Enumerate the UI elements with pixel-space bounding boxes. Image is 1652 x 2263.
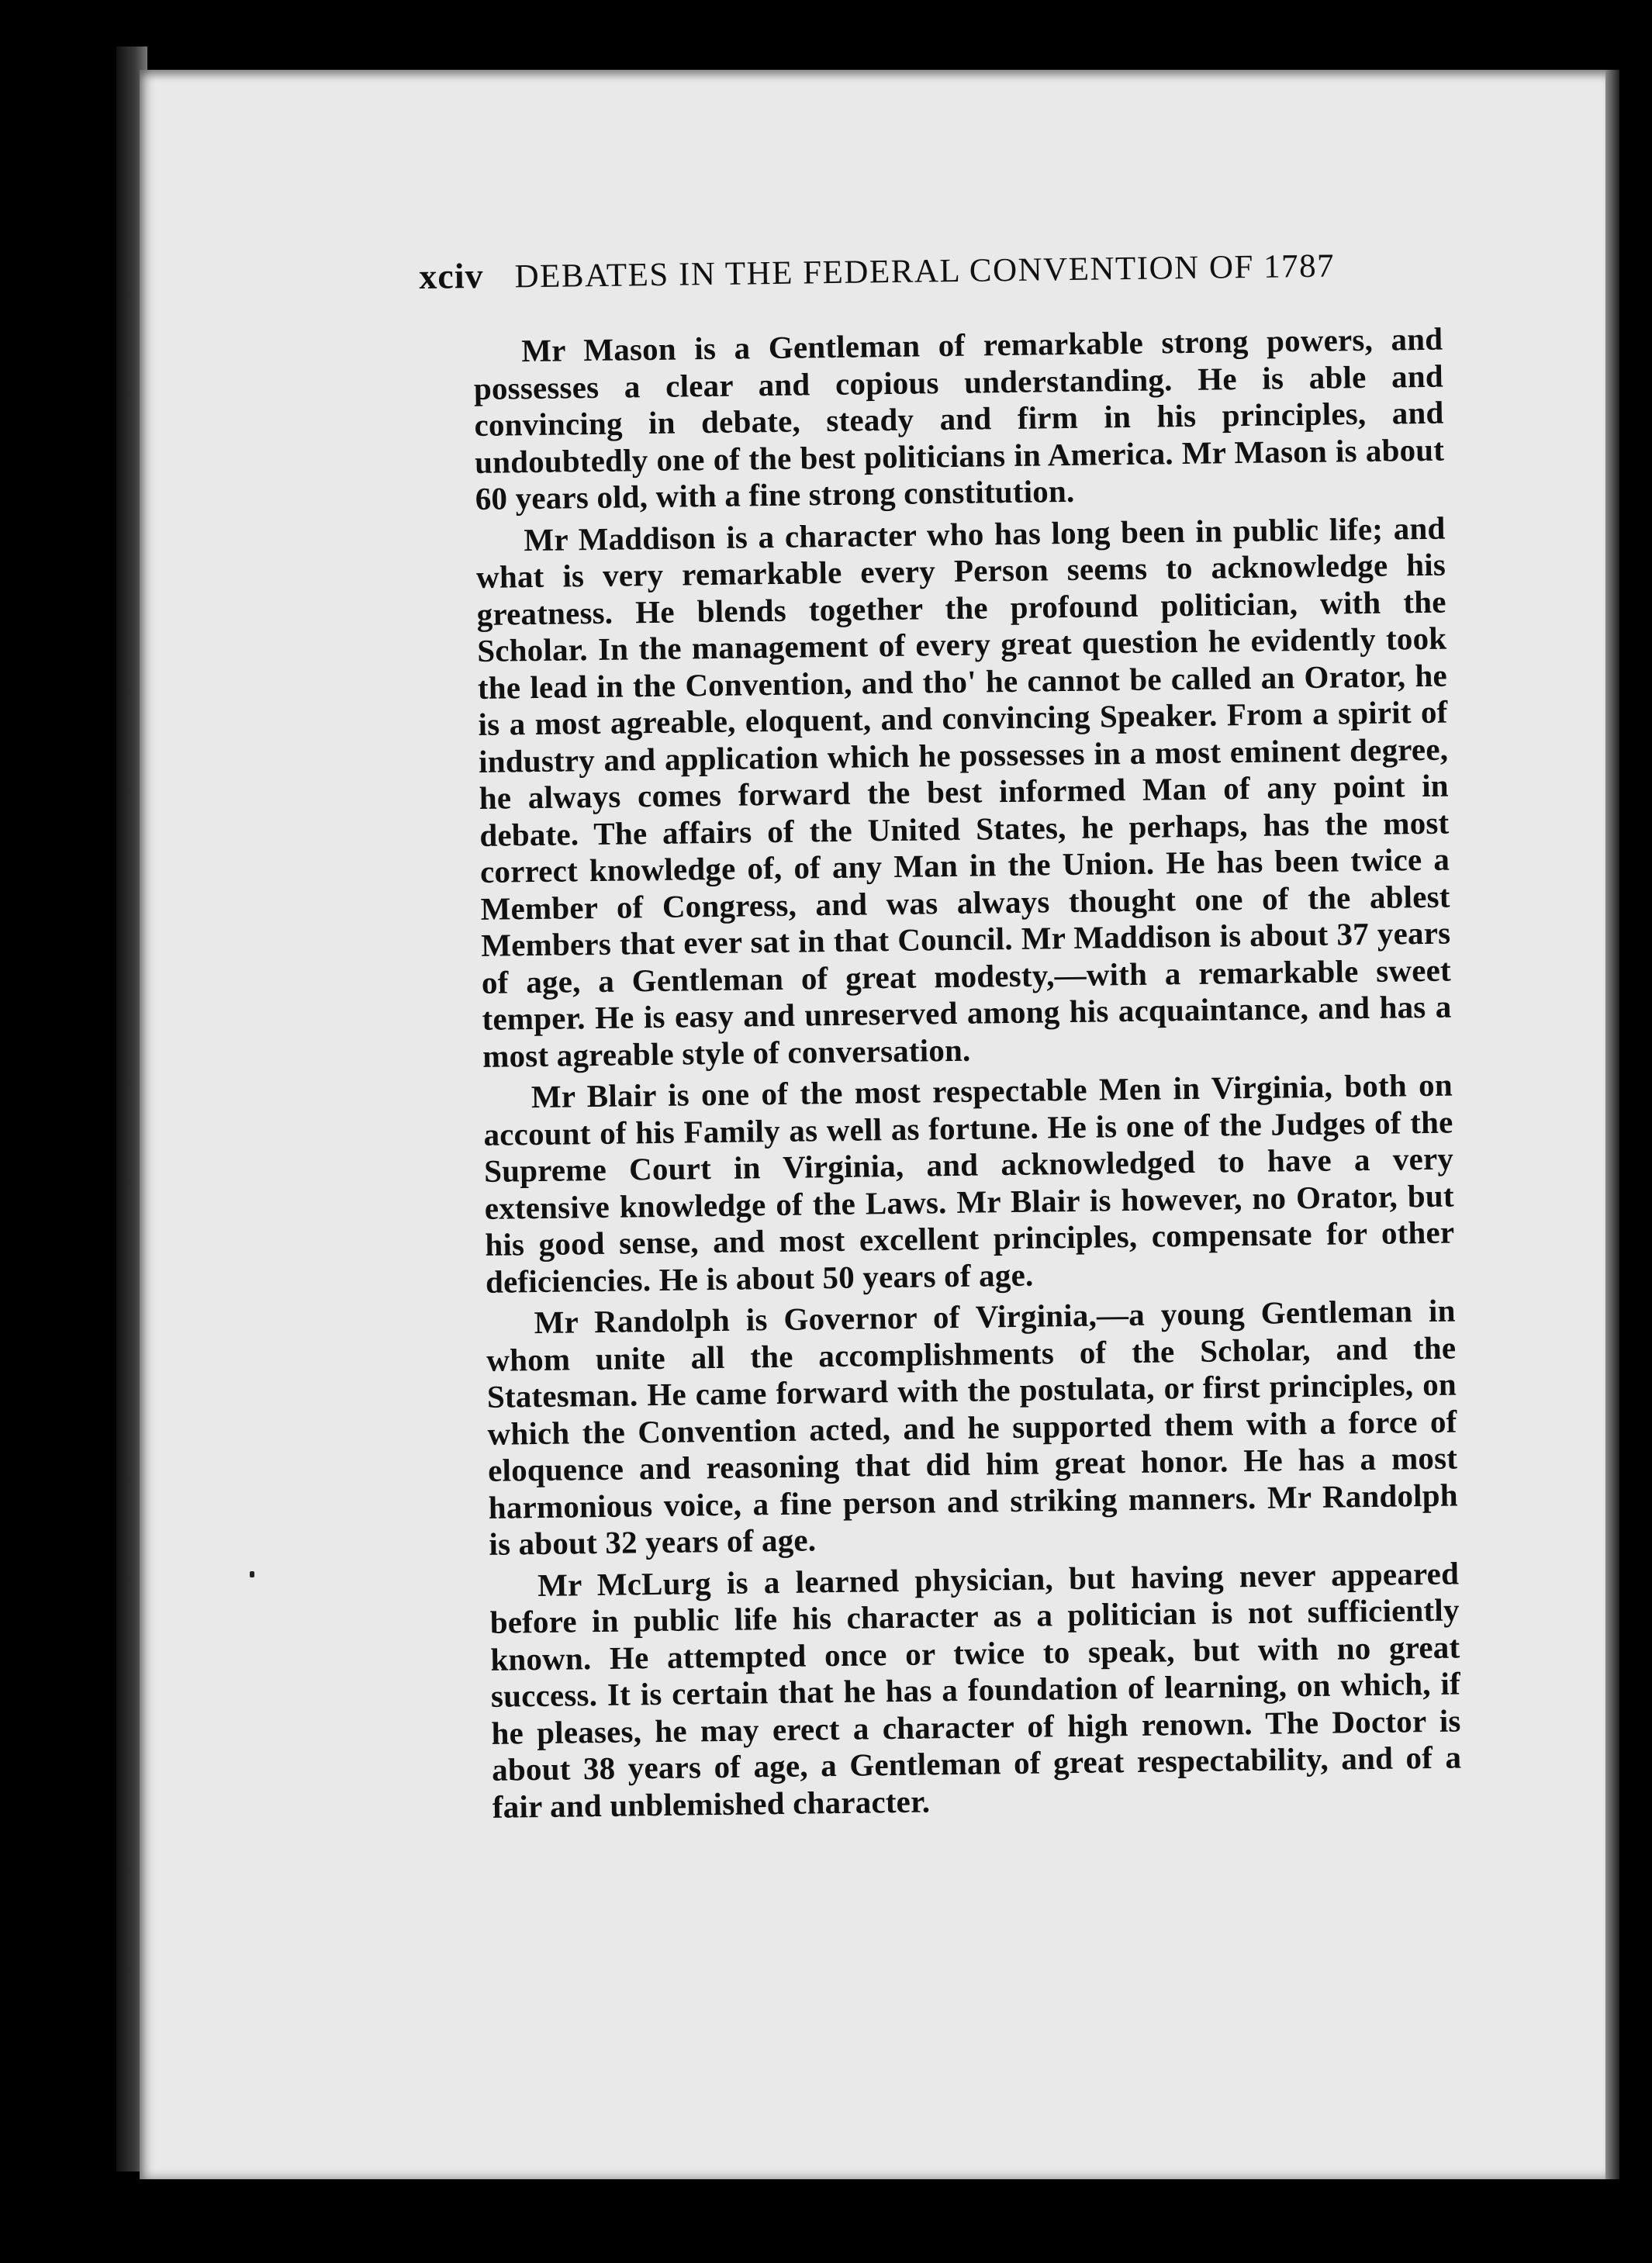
- scan-speck: [250, 1571, 254, 1577]
- paragraph-maddison: Mr Maddison is a character who has long been in public life; and what is very remarkable every Person seems to acknowledge his greatness. He blends together the profound politician, with the Scholar. In the management of every great question he evidently took the lead in the Convention, and tho' he cannot be called an Orator, he is a most agreable, eloquent, and convincing Speaker. From a spirit of industry and application which he possesses in a most eminent degree, he always comes forward the best informed Man of any point in debate. The affairs of the United States, he perhaps, has the most correct knowledge of, of any Man in the Union. He has been twice a Member of Congress, and was always thought one of the ablest Members that ever sat in that Council. Mr Maddison is about 37 years of age, a Gentleman of great modesty,—with a remarkable sweet temper. He is easy and unreserved among his acquaintance, and has a most agreable style of conversation.: [475, 510, 1452, 1074]
- paragraph-mason: Mr Mason is a Gentleman of remarkable strong powers, and possesses a clear and copious understanding. He is able and convincing in debate, steady and firm in his principles, and undoubtedly one of the best politicians in America. Mr Mason is about 60 years old, with a fine strong constitution.: [473, 320, 1445, 517]
- running-header: [419, 244, 1397, 326]
- paragraph-mclurg: Mr McLurg is a learned physician, but having never appeared before in public life his character as a politician is not sufficiently known. He attempted once or twice to speak, but with no great success. It is certain that he has a foundation of learning, on which, if he pleases, he may erect a character of high renown. The Doctor is about 38 years of age, a Gentleman of great respectability, and of a fair and unblemished character.: [489, 1555, 1462, 1825]
- page-number: xciv: [419, 255, 484, 296]
- paragraph-blair: Mr Blair is one of the most respectable Men in Virginia, both on account of his Family as well as fortune. He is one of the Judges of the Supreme Court in Virginia, and acknowledged to have a very extensive knowledge of the Laws. Mr Blair is however, no Orator, but his good sense, and most excellent principles, compensate for other deficiencies. He is about 50 years of age.: [483, 1066, 1455, 1300]
- running-title: DEBATES IN THE FEDERAL CONVENTION OF 1787: [514, 247, 1336, 295]
- paragraph-randolph: Mr Randolph is Governor of Virginia,—a young Gentleman in whom unite all the accomplishments of the Scholar, and the Statesman. He came forward with the postulata, or first principles, on which the Convention acted, and he supported them with a force of eloquence and reasoning that did him great honor. He has a most harmonious voice, a fine person and striking manners. Mr Randolph is about 32 years of age.: [486, 1292, 1459, 1562]
- body-text: [473, 321, 1462, 1830]
- page-right-edge: [1605, 70, 1619, 2179]
